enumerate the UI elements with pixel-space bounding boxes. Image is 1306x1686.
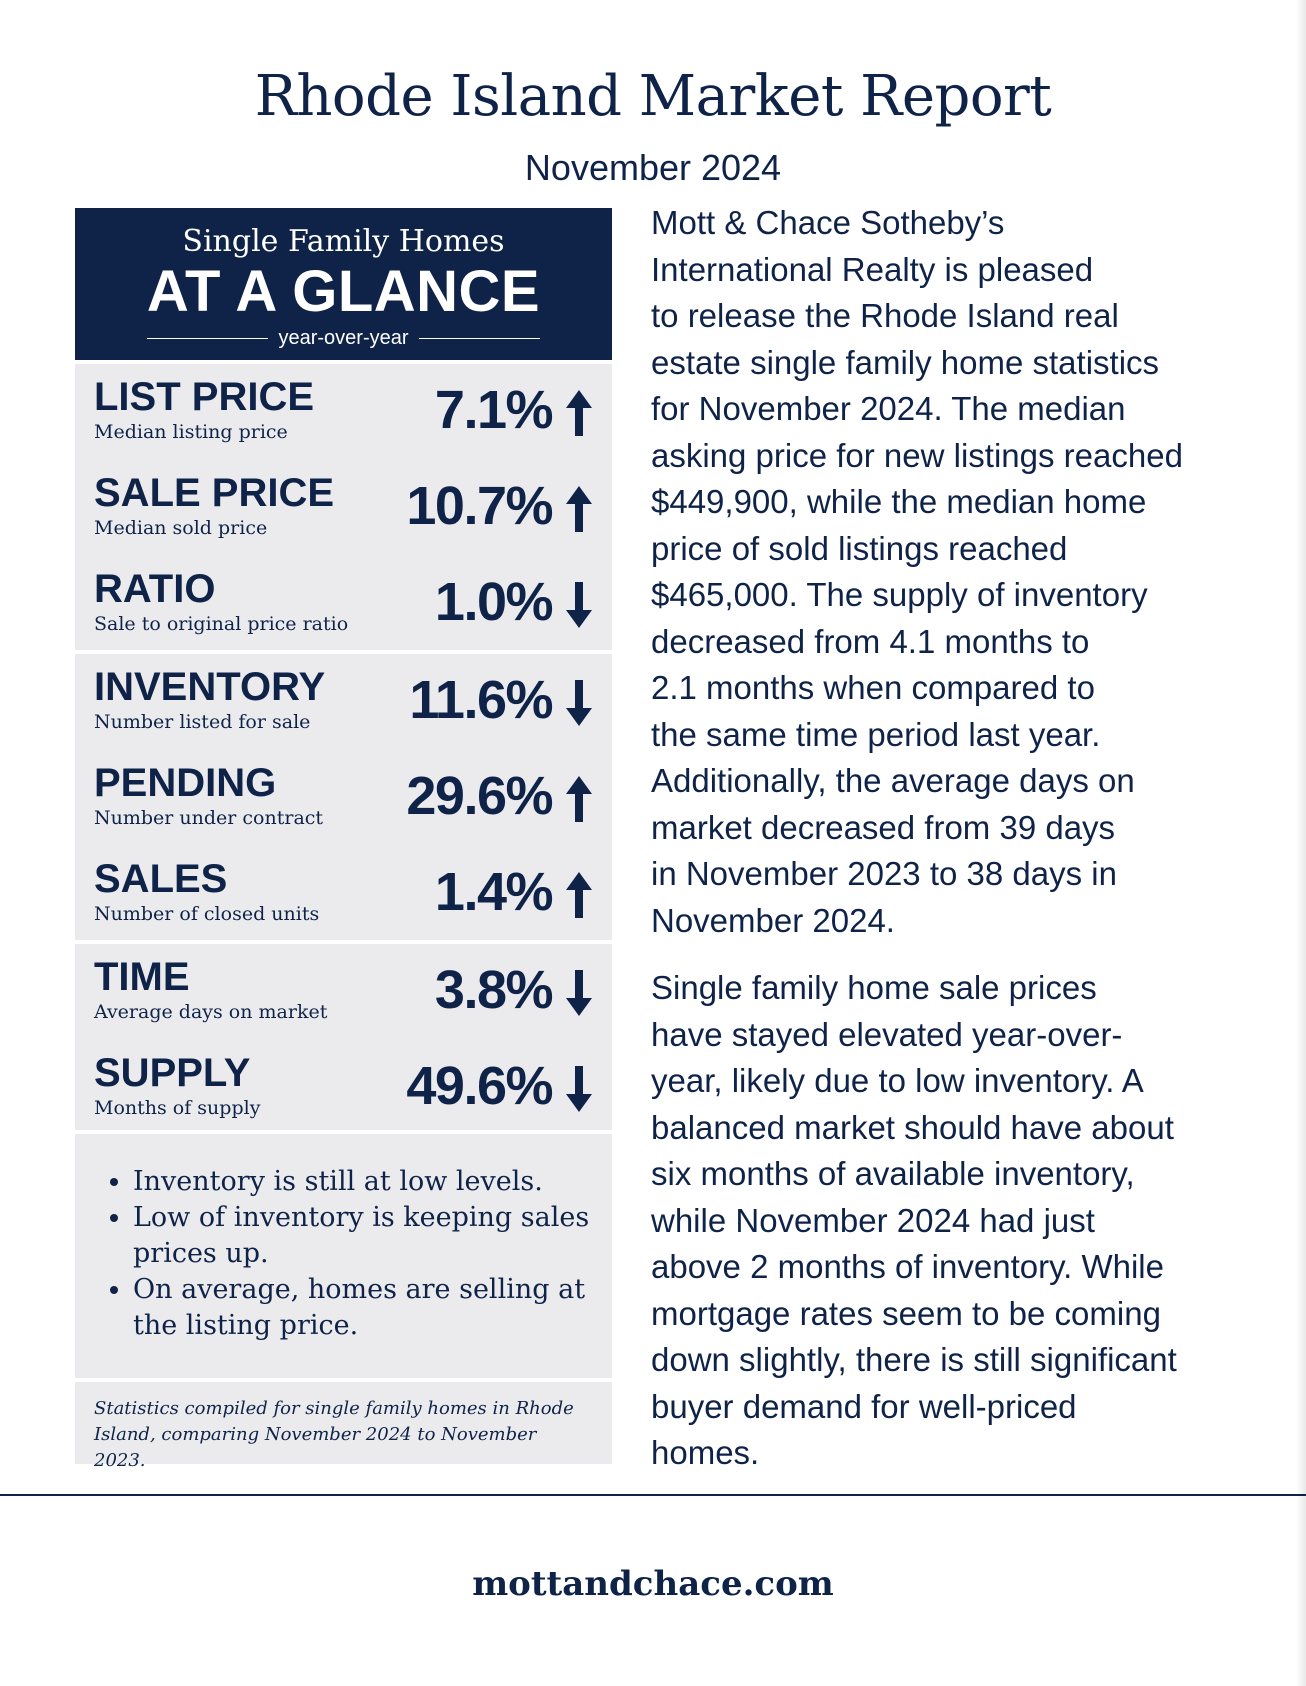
arrow-down-icon [564, 968, 594, 1018]
arrow-up-icon [564, 484, 594, 534]
stat-label: INVENTORY [94, 665, 326, 709]
stat-label: TIME [94, 955, 190, 999]
list-item: • On average, homes are selling at the listing price. [133, 1272, 592, 1344]
stat-description: Number of closed units [94, 903, 320, 925]
stat-value: 10.7% [406, 476, 552, 536]
stats-group-prices [75, 364, 612, 650]
stat-description: Number listed for sale [94, 711, 311, 733]
website-link[interactable]: mottandchace.com [472, 1564, 834, 1604]
glance-main-heading: AT A GLANCE [146, 259, 541, 324]
key-points-box [75, 1134, 612, 1378]
stat-row-sale-price [75, 460, 612, 556]
stat-description: Months of supply [94, 1097, 261, 1119]
page-edge-shadow [1296, 0, 1306, 1686]
stat-value: 3.8% [434, 960, 552, 1020]
page-title: Rhode Island Market Report [254, 64, 1052, 129]
arrow-down-icon [564, 1064, 594, 1114]
stat-row-ratio [75, 556, 612, 652]
stat-row-list-price [75, 364, 612, 460]
methodology-note-box [75, 1382, 612, 1471]
stat-label: LIST PRICE [94, 375, 315, 419]
stat-value: 49.6% [406, 1056, 552, 1116]
stat-row-time [75, 944, 612, 1040]
arrow-down-icon [564, 580, 594, 630]
stat-value: 1.4% [434, 862, 552, 922]
methodology-note: Statistics compiled for single family homes in Rhode Island, comparing November 2024 to November 2023. [94, 1398, 574, 1471]
stat-row-sales [75, 846, 612, 942]
footer-divider [0, 1494, 1306, 1496]
stat-label: SALES [94, 857, 228, 901]
stat-value: 7.1% [434, 380, 552, 440]
page-subtitle: November 2024 [524, 147, 782, 188]
stat-row-inventory [75, 654, 612, 750]
stat-description: Number under contract [94, 807, 324, 829]
arrow-up-icon [564, 870, 594, 920]
stat-label: PENDING [94, 761, 277, 805]
stat-label: SALE PRICE [94, 471, 335, 515]
glance-top-line: Single Family Homes [182, 224, 505, 259]
stat-description: Median sold price [94, 517, 268, 539]
stat-row-supply [75, 1040, 612, 1136]
arrow-up-icon [564, 388, 594, 438]
list-item: • Inventory is still at low levels. [133, 1164, 592, 1200]
paragraph-text: Mott & Chace Sotheby’s International Realty is pleased to release the Rhode Island real estate single family home statistics for November 2024. The median asking price for new listings reached $449,900, while the median home price of sold listings reached $465,000. The supply of inventory decreased from 4.1 months to 2.1 months when compared to the same time period last year. Additionally, the average days on market decreased from 39 days in November 2023 to 38 days in November 2024. [651, 204, 1183, 939]
stat-description: Average days on market [94, 1001, 328, 1023]
arrow-up-icon [564, 774, 594, 824]
glance-subheading: year-over-year [268, 327, 418, 349]
stat-value: 11.6% [409, 670, 552, 730]
key-points-list [75, 1164, 592, 1344]
stat-description: Median listing price [94, 421, 288, 443]
arrow-down-icon [564, 678, 594, 728]
stat-row-pending [75, 750, 612, 846]
stats-group-activity [75, 654, 612, 940]
stats-group-market-time [75, 944, 612, 1130]
stat-label: SUPPLY [94, 1051, 251, 1095]
stat-description: Sale to original price ratio [94, 613, 349, 635]
report-body-paragraph-1 [651, 200, 1251, 944]
list-item: • Low of inventory is keeping sales prices up. [133, 1200, 592, 1272]
stat-value: 1.0% [434, 572, 552, 632]
glance-header [75, 208, 612, 360]
stat-label: RATIO [94, 567, 216, 611]
stat-value: 29.6% [406, 766, 552, 826]
report-body-paragraph-2 [651, 965, 1251, 1477]
paragraph-text: Single family home sale prices have stayed elevated year-over- year, likely due to low inventory. A balanced market should have about six months of available inventory, while November 2024 had just above 2 months of inventory. While mortgage rates seem to be coming down slightly, there is still significant buyer demand for well-priced homes. [651, 969, 1177, 1471]
